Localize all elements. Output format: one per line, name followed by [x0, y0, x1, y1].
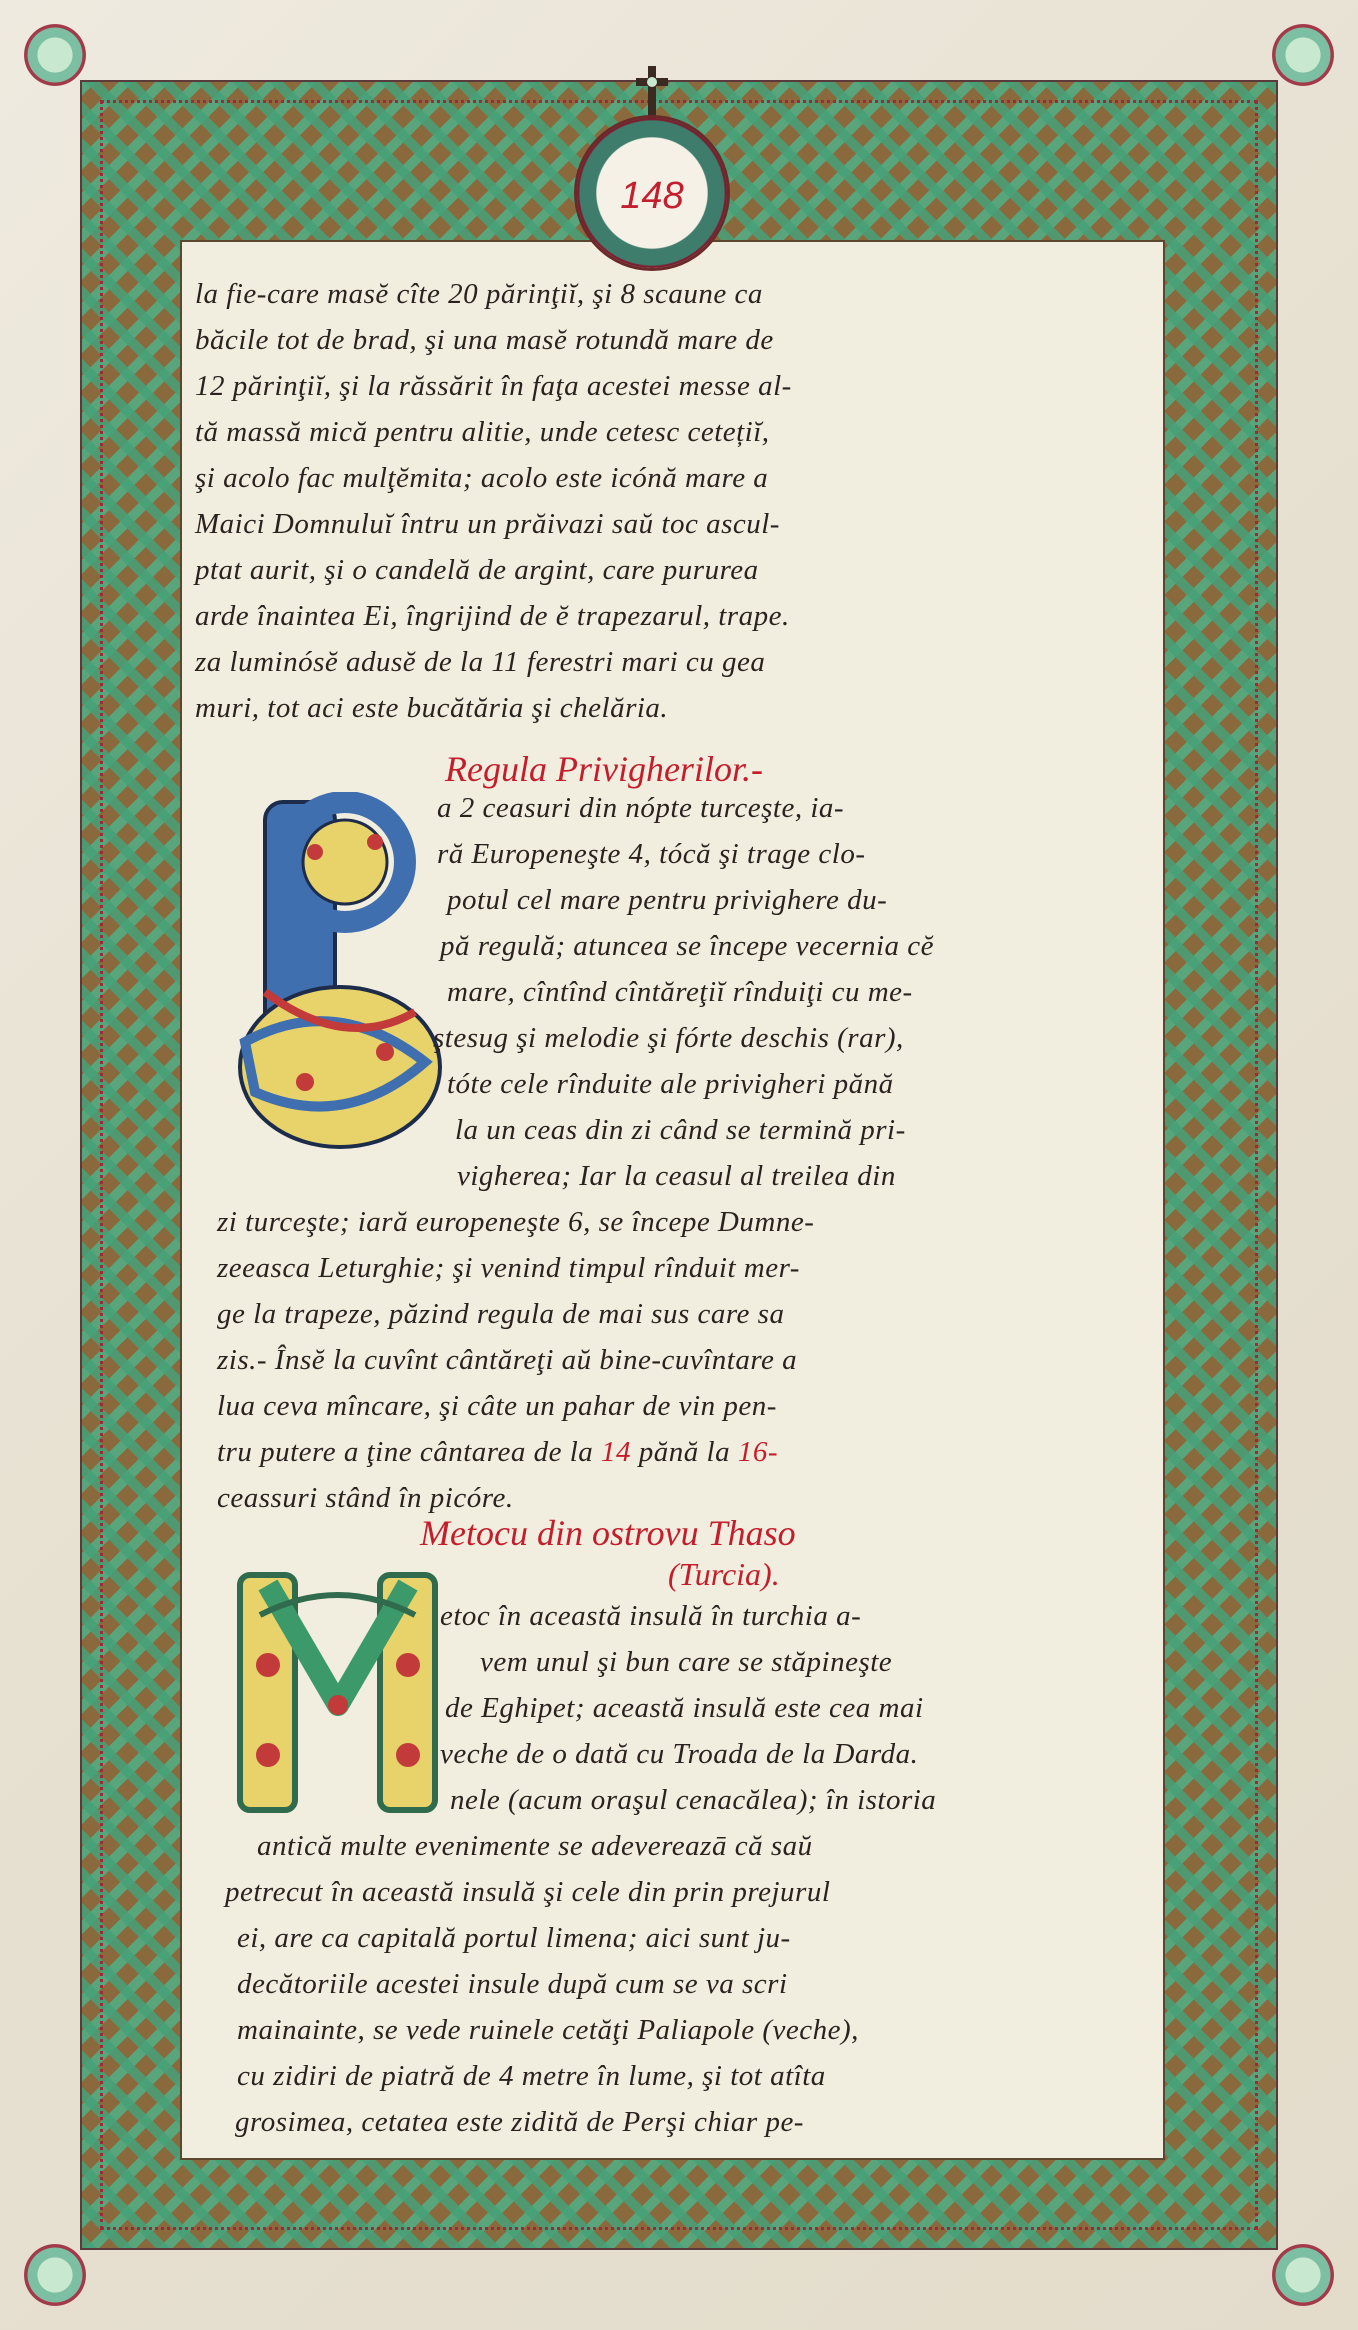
section-heading-privigheri: Regula Privigherilor.- — [445, 749, 763, 789]
text-line: şi acolo fac mulţĕmita; acolo este icónă mare a — [195, 462, 769, 494]
text-line: a 2 ceasuri din nópte turceşte, ia- — [437, 792, 845, 824]
page-number-medallion — [577, 118, 727, 268]
illuminated-initial-m — [230, 1555, 445, 1825]
text-segment: pănă la — [631, 1436, 738, 1468]
text-line: tóte cele rînduite ale privigheri pănă — [447, 1068, 894, 1100]
text-line: decătoriile acestei insule după cum se va scri — [237, 1968, 788, 2000]
illuminated-initial-p — [225, 792, 450, 1154]
corner-ornament-bottom-right — [1268, 2240, 1338, 2310]
text-line: de Eghipet; această insulă este cea mai — [445, 1692, 924, 1724]
section-subheading-turcia: (Turcia). — [668, 1556, 780, 1592]
text-line: antică multe evenimente se adevereazā că saŭ — [257, 1830, 813, 1862]
text-line: ceassuri stând în picóre. — [217, 1482, 514, 1514]
text-line: ră Europeneşte 4, tócă şi trage clo- — [437, 838, 866, 870]
text-line: petrecut în această insulă şi cele din prin prejurul — [225, 1876, 831, 1908]
text-line: lua ceva mîncare, şi câte un pahar de vin pen- — [217, 1390, 777, 1422]
cross-icon — [628, 64, 676, 124]
text-line: mare, cîntînd cîntăreţiĭ rînduiţi cu me- — [447, 976, 913, 1008]
hour-number-red: 14 — [601, 1436, 632, 1468]
text-line: 12 părinţiĭ, şi la răssărit în faţa acestei messe al- — [195, 370, 792, 402]
text-line: tă massă mică pentru alitie, unde cetesc cetețiĭ, — [195, 416, 770, 448]
text-line: ei, are ca capitală portul limena; aici sunt ju- — [237, 1922, 791, 1954]
text-line: băcile tot de brad, şi una masĕ rotundă mare de — [195, 324, 774, 356]
text-line: mainainte, se vede ruinele cetăţi Paliapole (veche), — [237, 2014, 859, 2046]
text-line: vem unul şi bun care se stăpineşte — [480, 1646, 893, 1678]
text-line: ptat aurit, şi o candelă de argint, care pururea — [195, 554, 759, 586]
text-line: ge la trapeze, păzind regula de mai sus care sa — [217, 1298, 785, 1330]
text-line: Maici Domnuluĭ întru un prăivazi saŭ toc ascul- — [195, 508, 780, 540]
text-line: zis.- Însĕ la cuvînt cântăreţi aŭ bine-cuvîntare a — [217, 1344, 798, 1376]
text-line — [217, 1436, 778, 1469]
section-heading-thaso: Metocu din ostrovu Thaso — [420, 1513, 796, 1553]
text-line: la fie-care masĕ cîte 20 părinţiĭ, şi 8 scaune ca — [195, 278, 763, 310]
text-line: etoc în această insulă în turchia a- — [440, 1600, 862, 1632]
hour-number-red: 16- — [737, 1436, 779, 1468]
text-line: veche de o dată cu Troada de la Darda. — [440, 1738, 919, 1770]
text-line: cu zidiri de piatră de 4 metre în lume, şi tot atîta — [237, 2060, 826, 2092]
page-number: 148 — [620, 174, 684, 217]
text-line: zeeasca Leturghie; şi venind timpul rînduit mer- — [217, 1252, 800, 1284]
corner-ornament-top-right — [1268, 20, 1338, 90]
text-line: za luminósĕ adusĕ de la 11 ferestri mari cu gea — [195, 646, 766, 678]
corner-ornament-top-left — [20, 20, 90, 90]
text-line: grosimea, cetatea este zidită de Perşi chiar pe- — [235, 2106, 804, 2138]
text-line: la un ceas din zi când se termină pri- — [455, 1114, 906, 1146]
text-line: vigherea; Iar la ceasul al treilea din — [457, 1160, 896, 1192]
text-line: ştesug şi melodie şi fórte deschis (rar), — [433, 1022, 904, 1054]
text-line: potul cel mare pentru privighere du- — [447, 884, 888, 916]
text-line: nele (acum oraşul cenacălea); în istoria — [450, 1784, 937, 1816]
text-line: pă regulă; atuncea se începe vecernia cĕ — [440, 930, 934, 962]
text-segment: tru putere a ţine cântarea de la — [217, 1436, 602, 1468]
text-line: zi turceşte; iară europeneşte 6, se începe Dumne- — [217, 1206, 815, 1238]
corner-ornament-bottom-left — [20, 2240, 90, 2310]
text-line: muri, tot aci este bucătăria şi chelăria. — [195, 692, 669, 724]
text-line: arde înaintea Ei, îngrijind de ĕ trapezarul, trape. — [195, 600, 790, 632]
